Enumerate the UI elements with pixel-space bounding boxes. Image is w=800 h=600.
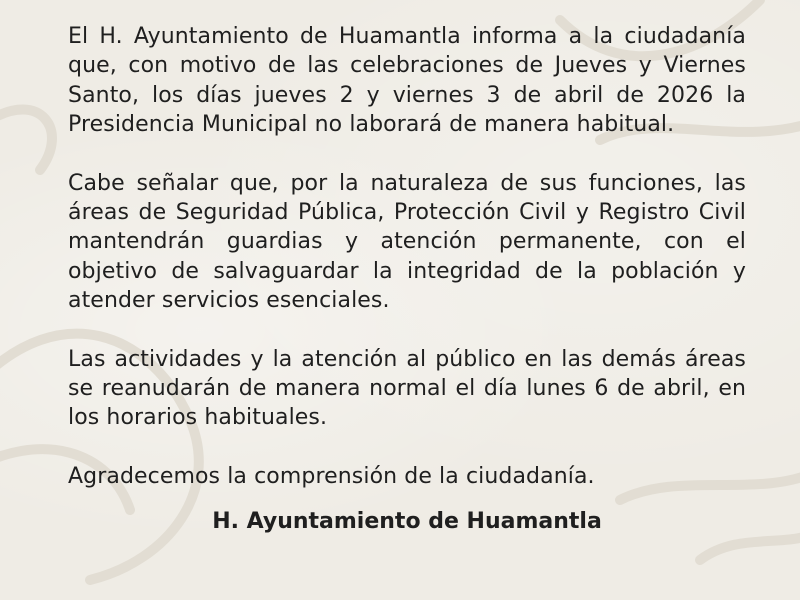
paragraph-thanks: Agradecemos la comprensión de la ciudadanía. — [68, 463, 595, 489]
paragraph-closure-notice: El H. Ayuntamiento de Huamantla informa a la ciudadanía que, con motivo de las celebraciones de Jueves y Viernes Santo, los días jueves 2 y viernes 3 de abril de 2026 la Presidencia Municipal no laborará de manera habitual. — [68, 24, 746, 138]
paragraph-essential-services: Cabe señalar que, por la naturaleza de sus funciones, las áreas de Seguridad Pública, Protección Civil y Registro Civil mantendrán guardias y atención permanente, con el objetivo de salvaguardar la integridad de la población y atender servicios esenciales. — [68, 170, 746, 314]
paragraph-spacer — [68, 316, 746, 345]
signature: H. Ayuntamiento de Huamantla — [212, 509, 602, 535]
announcement-body — [68, 22, 746, 536]
paragraph-spacer — [68, 140, 746, 169]
paragraph-resumption: Las actividades y la atención al público en las demás áreas se reanudarán de manera normal el día lunes 6 de abril, en los horarios habituales. — [68, 346, 746, 431]
paragraph-spacer — [68, 433, 746, 462]
